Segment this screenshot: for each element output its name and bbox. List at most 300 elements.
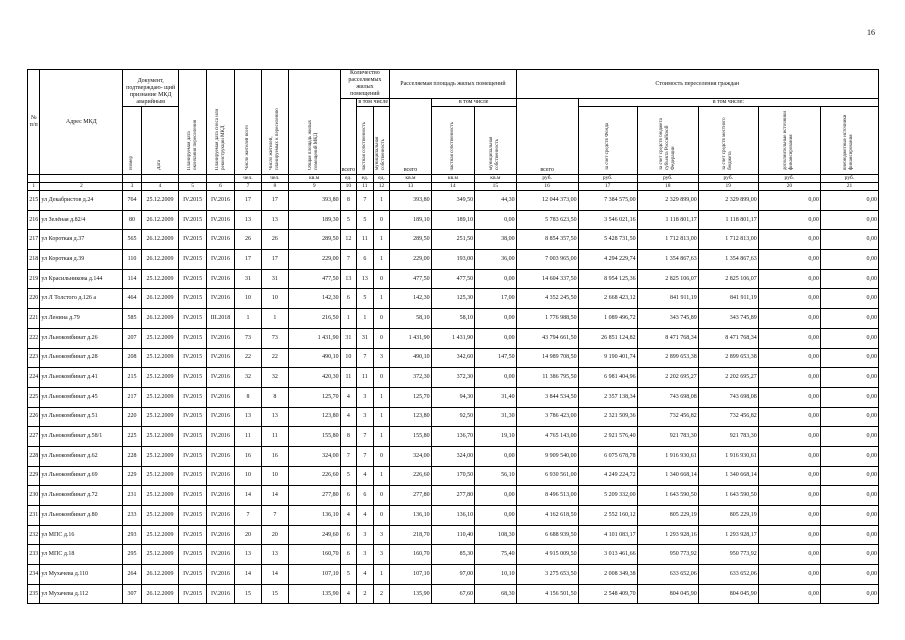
unit-cell: кв.м — [390, 175, 431, 183]
table-row — [28, 446, 879, 466]
table-cell: 7 — [357, 191, 374, 211]
table-cell: 208 — [123, 348, 142, 368]
table-cell: 0,00 — [758, 525, 820, 545]
unit-cell: руб. — [578, 175, 637, 183]
table-row — [28, 289, 879, 309]
table-cell: 10 — [261, 466, 288, 486]
table-cell: 222 — [28, 328, 40, 348]
table-cell: 25.12.2009 — [141, 486, 178, 506]
table-cell: 73 — [235, 328, 262, 348]
table-cell: 841 911,19 — [637, 289, 698, 309]
col-additional-header: дополнительные источники финансирования — [758, 107, 820, 175]
table-cell: 4 — [340, 506, 357, 526]
table-cell: 0 — [373, 269, 390, 289]
col-residents-planned-header: Число жителей, планируемых к переселению — [261, 70, 288, 175]
unit-cell — [207, 175, 235, 183]
unit-cell: руб. — [637, 175, 698, 183]
column-number-cell: 3 — [123, 183, 142, 191]
table-cell: 8 — [235, 387, 262, 407]
table-cell: 25.12.2009 — [141, 545, 178, 565]
table-cell: 147,50 — [475, 348, 516, 368]
address-cell: ул МПС д.16 — [40, 525, 123, 545]
table-row — [28, 230, 879, 250]
table-row — [28, 250, 879, 270]
table-cell: 1 293 928,16 — [637, 525, 698, 545]
table-cell: 26.12.2009 — [141, 210, 178, 230]
table-cell: 1 354 867,63 — [698, 250, 758, 270]
unit-cell: ед. — [340, 175, 357, 183]
table-cell: 227 — [28, 427, 40, 447]
table-cell: 4 294 229,74 — [578, 250, 637, 270]
table-cell: 8 — [340, 427, 357, 447]
table-cell: 43 794 661,50 — [516, 328, 578, 348]
col-rooms-private-header: частная собственность — [357, 107, 374, 175]
table-cell: 0,00 — [475, 446, 516, 466]
table-cell: 142,30 — [390, 289, 431, 309]
table-cell: 31 — [340, 328, 357, 348]
table-cell: 170,50 — [431, 466, 474, 486]
table-cell: 0,00 — [758, 466, 820, 486]
table-cell: IV.2015 — [179, 250, 207, 270]
table-cell: 5 — [357, 289, 374, 309]
table-cell: 2 — [373, 584, 390, 604]
table-cell: IV.2015 — [179, 191, 207, 211]
address-cell: ул Льнокомбинат д.45 — [40, 387, 123, 407]
table-cell: 277,80 — [431, 486, 474, 506]
column-number-cell: 18 — [637, 183, 698, 191]
table-cell: 5 — [340, 466, 357, 486]
column-numbers-row — [28, 183, 879, 191]
table-cell: 805 229,19 — [637, 506, 698, 526]
column-number-cell: 12 — [373, 183, 390, 191]
table-cell: 20 — [235, 525, 262, 545]
column-number-cell: 4 — [141, 183, 178, 191]
column-number-cell: 6 — [207, 183, 235, 191]
table-cell: 7 — [357, 348, 374, 368]
table-cell: 13 — [235, 545, 262, 565]
table-cell: 136,70 — [431, 427, 474, 447]
table-cell: 0,00 — [758, 269, 820, 289]
table-cell: IV.2016 — [207, 506, 235, 526]
col-offbudget-header: внебюджетные источники финансирования — [820, 107, 878, 175]
table-cell: 220 — [28, 289, 40, 309]
table-cell: 14 604 337,50 — [516, 269, 578, 289]
table-cell: 0,00 — [475, 486, 516, 506]
table-cell: 1 118 801,17 — [698, 210, 758, 230]
table-cell: 216 — [28, 210, 40, 230]
table-cell: 0,00 — [475, 309, 516, 329]
table-cell: 2 548 409,70 — [578, 584, 637, 604]
table-cell: 6 — [340, 545, 357, 565]
table-cell: 14 989 708,50 — [516, 348, 578, 368]
table-cell: 3 786 423,00 — [516, 407, 578, 427]
table-cell: 3 844 534,50 — [516, 387, 578, 407]
address-cell: ул Льнокомбинат д.80 — [40, 506, 123, 526]
table-cell: 1 118 801,17 — [637, 210, 698, 230]
table-cell: 15 — [235, 584, 262, 604]
table-cell: 97,00 — [431, 565, 474, 585]
table-cell: 1 — [373, 427, 390, 447]
column-number-cell: 20 — [758, 183, 820, 191]
table-cell: 420,30 — [288, 368, 340, 388]
table-cell: 1 089 496,72 — [578, 309, 637, 329]
table-cell: IV.2015 — [179, 368, 207, 388]
table-cell: 26 — [235, 230, 262, 250]
table-cell: 1 — [261, 309, 288, 329]
table-cell: IV.2015 — [179, 230, 207, 250]
table-cell: 4 — [357, 466, 374, 486]
table-cell: 11 — [340, 368, 357, 388]
table-cell: 207 — [123, 328, 142, 348]
table-cell: 215 — [28, 191, 40, 211]
table-cell: 110 — [123, 250, 142, 270]
table-cell: 17 — [235, 191, 262, 211]
table-cell: 12 044 373,00 — [516, 191, 578, 211]
table-cell: 13 — [357, 269, 374, 289]
table-cell: 805 229,19 — [698, 506, 758, 526]
table-cell: 31 — [235, 269, 262, 289]
table-cell: 3 — [357, 387, 374, 407]
table-cell: 0,00 — [820, 387, 878, 407]
table-cell: 0 — [373, 309, 390, 329]
table-cell: 4 765 143,00 — [516, 427, 578, 447]
table-cell: 490,10 — [288, 348, 340, 368]
table-cell: 764 — [123, 191, 142, 211]
table-cell: 73 — [261, 328, 288, 348]
table-cell: 0,00 — [758, 230, 820, 250]
col-area-municipal-header: муниципальная собственность — [475, 107, 516, 175]
table-cell: IV.2015 — [179, 446, 207, 466]
table-cell: 189,10 — [431, 210, 474, 230]
table-cell: 5 428 731,50 — [578, 230, 637, 250]
table-cell: 2 825 106,07 — [637, 269, 698, 289]
table-cell: 1 712 813,00 — [637, 230, 698, 250]
table-cell: 0,00 — [820, 565, 878, 585]
column-number-cell: 2 — [40, 183, 123, 191]
table-cell: 25.12.2009 — [141, 387, 178, 407]
table-cell: 1 712 813,00 — [698, 230, 758, 250]
column-number-cell: 1 — [28, 183, 40, 191]
table-row — [28, 506, 879, 526]
table-cell: 372,30 — [390, 368, 431, 388]
table-cell: 6 930 561,00 — [516, 466, 578, 486]
table-cell: IV.2016 — [207, 289, 235, 309]
table-cell: 85,30 — [431, 545, 474, 565]
col-local-budget-header: за счет средств местного бюджета — [698, 107, 758, 175]
table-cell: 1 — [357, 309, 374, 329]
table-cell: 38,00 — [475, 230, 516, 250]
table-cell: 950 773,92 — [637, 545, 698, 565]
table-cell: 4 — [357, 565, 374, 585]
table-cell: 25.12.2009 — [141, 368, 178, 388]
table-cell: 2 921 576,40 — [578, 427, 637, 447]
table-cell: 32 — [261, 368, 288, 388]
table-cell: IV.2016 — [207, 387, 235, 407]
table-cell: 11 — [261, 427, 288, 447]
unit-cell: руб. — [516, 175, 578, 183]
table-cell: 0 — [373, 210, 390, 230]
table-cell: 26.12.2009 — [141, 289, 178, 309]
table-cell: 1 — [373, 250, 390, 270]
table-cell: 123,80 — [288, 407, 340, 427]
table-cell: 19,10 — [475, 427, 516, 447]
table-cell: 804 045,90 — [637, 584, 698, 604]
page-number: 16 — [867, 28, 875, 37]
table-cell: 1 354 867,63 — [637, 250, 698, 270]
table-cell: 0,00 — [758, 250, 820, 270]
table-cell: 1 293 928,17 — [698, 525, 758, 545]
table-cell: 25.12.2009 — [141, 506, 178, 526]
table-row — [28, 191, 879, 211]
table-cell: 26.12.2009 — [141, 230, 178, 250]
address-cell: ул Льнокомбинат д.28 — [40, 348, 123, 368]
table-cell: 233 — [123, 506, 142, 526]
table-cell: IV.2016 — [207, 191, 235, 211]
table-cell: 10 — [235, 289, 262, 309]
table-cell: 224 — [28, 368, 40, 388]
table-cell: 1 916 930,61 — [637, 446, 698, 466]
table-cell: 1 431,90 — [288, 328, 340, 348]
col-document-header: Документ, подтверждаю- щий признание МКД аварийным — [123, 70, 179, 107]
table-cell: 160,70 — [288, 545, 340, 565]
table-cell: IV.2015 — [179, 309, 207, 329]
table-cell: 44,30 — [475, 191, 516, 211]
table-cell: 226 — [28, 407, 40, 427]
table-cell: 219 — [28, 269, 40, 289]
table-cell: 225 — [123, 427, 142, 447]
table-cell: 0,00 — [820, 191, 878, 211]
table-cell: 2 202 695,27 — [637, 368, 698, 388]
table-cell: 307 — [123, 584, 142, 604]
table-cell: 1 643 590,50 — [637, 486, 698, 506]
table-cell: 4 162 618,50 — [516, 506, 578, 526]
table-cell: 13 — [235, 407, 262, 427]
table-cell: IV.2016 — [207, 486, 235, 506]
table-cell: 0,00 — [758, 309, 820, 329]
column-number-cell: 11 — [357, 183, 374, 191]
table-cell: 2 — [357, 584, 374, 604]
table-cell: 921 783,30 — [637, 427, 698, 447]
table-cell: 2 202 695,27 — [698, 368, 758, 388]
table-cell: 217 — [28, 230, 40, 250]
table-cell: 0,00 — [758, 506, 820, 526]
table-cell: 0,00 — [758, 565, 820, 585]
table-cell: 221 — [28, 309, 40, 329]
table-cell: 14 — [235, 565, 262, 585]
table-cell: 155,80 — [390, 427, 431, 447]
table-cell: IV.2016 — [207, 525, 235, 545]
table-cell: 136,10 — [390, 506, 431, 526]
col-subject-budget-header: за счет средств бюджета субъекта Российской Федерации — [637, 107, 698, 175]
table-cell: 0,00 — [758, 427, 820, 447]
table-cell: 25.12.2009 — [141, 525, 178, 545]
table-cell: IV.2016 — [207, 427, 235, 447]
table-cell: 277,80 — [390, 486, 431, 506]
table-cell: 25.12.2009 — [141, 191, 178, 211]
table-cell: IV.2015 — [179, 545, 207, 565]
table-cell: 0,00 — [758, 348, 820, 368]
table-cell: 26.12.2009 — [141, 250, 178, 270]
table-cell: 0,00 — [820, 289, 878, 309]
table-cell: 464 — [123, 289, 142, 309]
table-cell: 11 — [357, 368, 374, 388]
table-cell: 251,50 — [431, 230, 474, 250]
table-cell: 14 — [261, 565, 288, 585]
table-cell: 7 003 965,00 — [516, 250, 578, 270]
table-cell: IV.2016 — [207, 250, 235, 270]
table-cell: IV.2016 — [207, 584, 235, 604]
table-cell: IV.2016 — [207, 230, 235, 250]
table-cell: 220 — [123, 407, 142, 427]
address-cell: ул Красильникова д.144 — [40, 269, 123, 289]
unit-cell: ед. — [373, 175, 390, 183]
table-cell: 0,00 — [475, 269, 516, 289]
table-cell: 289,50 — [288, 230, 340, 250]
table-cell: IV.2015 — [179, 525, 207, 545]
table-cell: 193,00 — [431, 250, 474, 270]
table-cell: IV.2015 — [179, 387, 207, 407]
table-cell: 13 — [261, 545, 288, 565]
table-cell: 10 — [340, 348, 357, 368]
table-cell: 15 — [261, 584, 288, 604]
table-cell: 36,00 — [475, 250, 516, 270]
table-cell: 2 008 349,38 — [578, 565, 637, 585]
table-cell: 231 — [28, 506, 40, 526]
col-area-total-header: всего — [390, 99, 431, 175]
table-cell: 11 — [357, 230, 374, 250]
table-cell: 0,00 — [820, 525, 878, 545]
address-cell: ул Короткая д.37 — [40, 230, 123, 250]
table-cell: 13 — [261, 210, 288, 230]
table-cell: 31 — [261, 269, 288, 289]
table-cell: 94,30 — [431, 387, 474, 407]
table-row — [28, 427, 879, 447]
unit-cell: чел. — [235, 175, 262, 183]
table-cell: IV.2015 — [179, 210, 207, 230]
table-cell: 107,10 — [390, 565, 431, 585]
table-cell: 477,50 — [390, 269, 431, 289]
table-cell: 13 — [235, 210, 262, 230]
table-cell: 0,00 — [475, 210, 516, 230]
table-cell: 342,60 — [431, 348, 474, 368]
table-cell: 0 — [373, 446, 390, 466]
table-cell: 223 — [28, 348, 40, 368]
table-cell: IV.2015 — [179, 328, 207, 348]
table-cell: 228 — [28, 446, 40, 466]
table-cell: 135,90 — [390, 584, 431, 604]
table-cell: 26 — [261, 230, 288, 250]
table-cell: 26.12.2009 — [141, 565, 178, 585]
table-cell: 1 340 668,14 — [698, 466, 758, 486]
table-cell: 393,80 — [390, 191, 431, 211]
table-cell: 6 981 404,96 — [578, 368, 637, 388]
table-cell: 6 688 939,50 — [516, 525, 578, 545]
table-cell: IV.2015 — [179, 584, 207, 604]
unit-cell — [123, 175, 142, 183]
resettlement-table — [27, 69, 879, 604]
table-cell: 229,00 — [390, 250, 431, 270]
column-number-cell: 14 — [431, 183, 474, 191]
table-cell: 0,00 — [758, 289, 820, 309]
column-number-cell: 16 — [516, 183, 578, 191]
col-doc-number-header: Номер — [123, 107, 142, 175]
table-cell: IV.2015 — [179, 407, 207, 427]
col-rooms-incl-header: в том числе — [358, 99, 388, 105]
table-cell: IV.2016 — [207, 368, 235, 388]
table-cell: 7 — [235, 506, 262, 526]
col-planned-end-header: Планируемая дата окончания переселения — [179, 70, 207, 175]
table-cell: 107,10 — [288, 565, 340, 585]
table-cell: IV.2016 — [207, 407, 235, 427]
table-cell: 0,00 — [758, 210, 820, 230]
table-cell: IV.2015 — [179, 565, 207, 585]
table-cell: 5 209 332,00 — [578, 486, 637, 506]
table-cell: 0,00 — [820, 269, 878, 289]
table-cell: 11 386 795,50 — [516, 368, 578, 388]
table-cell: 58,10 — [390, 309, 431, 329]
table-row — [28, 210, 879, 230]
table-cell: 3 — [373, 545, 390, 565]
table-cell: 804 045,90 — [698, 584, 758, 604]
table-cell: 343 745,89 — [698, 309, 758, 329]
col-cost-group-header: Стоимость переселения граждан — [516, 70, 878, 99]
address-cell: ул Короткая д.39 — [40, 250, 123, 270]
table-cell: 0,00 — [820, 466, 878, 486]
table-cell: 0,00 — [820, 506, 878, 526]
col-cost-total-header: всего — [516, 99, 578, 175]
table-cell: 1 340 668,14 — [637, 466, 698, 486]
table-cell: 5 783 623,50 — [516, 210, 578, 230]
table-cell: 56,10 — [475, 466, 516, 486]
table-cell: 108,30 — [475, 525, 516, 545]
unit-cell: кв.м — [475, 175, 516, 183]
table-cell: 92,50 — [431, 407, 474, 427]
table-cell: 324,00 — [431, 446, 474, 466]
table-cell: 2 668 423,12 — [578, 289, 637, 309]
table-cell: 0,00 — [758, 545, 820, 565]
table-cell: 1 — [373, 466, 390, 486]
col-area-incl-header: в том числе — [431, 99, 516, 107]
table-cell: 7 — [340, 446, 357, 466]
table-cell: 565 — [123, 230, 142, 250]
table-cell: 10 — [261, 289, 288, 309]
table-cell: IV.2016 — [207, 210, 235, 230]
table-cell: 0,00 — [820, 446, 878, 466]
table-cell: 25.12.2009 — [141, 348, 178, 368]
table-cell: 142,30 — [288, 289, 340, 309]
table-cell: 585 — [123, 309, 142, 329]
table-cell: 1 776 988,50 — [516, 309, 578, 329]
unit-cell — [40, 175, 123, 183]
table-cell: 2 329 899,00 — [698, 191, 758, 211]
table-cell: 1 431,90 — [431, 328, 474, 348]
table-cell: 135,90 — [288, 584, 340, 604]
table-cell: 189,10 — [390, 210, 431, 230]
table-cell: 7 — [357, 427, 374, 447]
table-cell: 3 546 021,16 — [578, 210, 637, 230]
table-cell: 477,50 — [288, 269, 340, 289]
table-cell: 295 — [123, 545, 142, 565]
table-cell: 25.12.2009 — [141, 427, 178, 447]
table-cell: 324,00 — [390, 446, 431, 466]
table-cell: 743 698,08 — [637, 387, 698, 407]
column-number-cell: 8 — [261, 183, 288, 191]
table-cell: 2 552 160,12 — [578, 506, 637, 526]
address-cell: ул Л Толстого д.126 а — [40, 289, 123, 309]
table-cell: 0,00 — [758, 584, 820, 604]
table-cell: 324,00 — [288, 446, 340, 466]
table-cell: 25.12.2009 — [141, 328, 178, 348]
